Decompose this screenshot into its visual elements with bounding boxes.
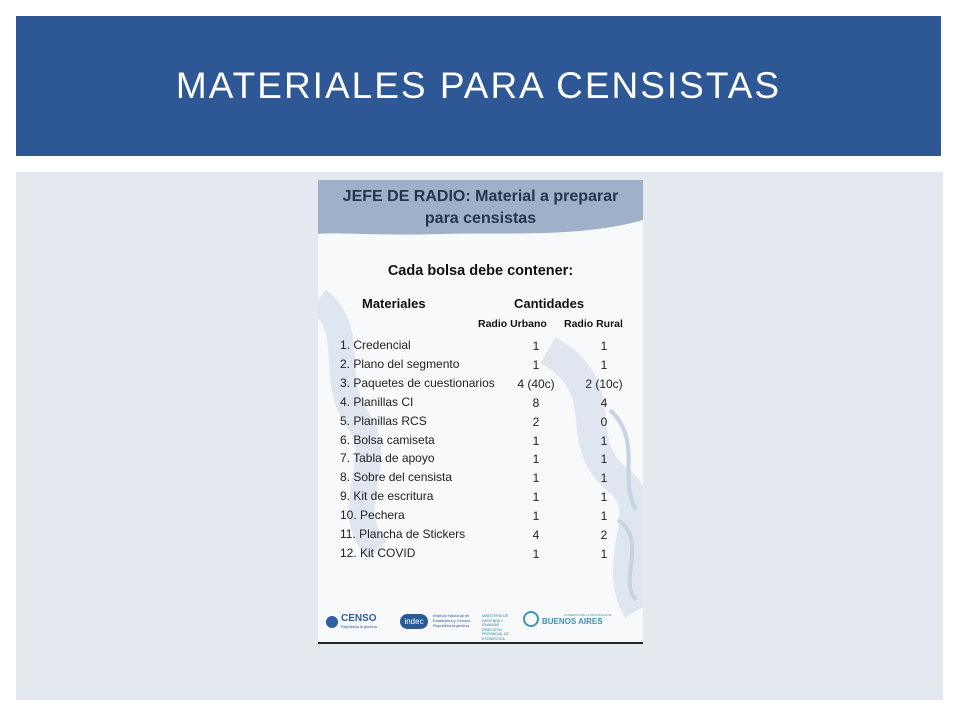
censo-logo bbox=[326, 614, 377, 629]
poster-header-line2: para censistas bbox=[424, 210, 537, 227]
column-header-urban: Radio Urbano bbox=[478, 318, 547, 330]
column-header-rural: Radio Rural bbox=[564, 318, 623, 330]
list-item bbox=[318, 470, 643, 489]
material-name: 12. Kit COVID bbox=[340, 545, 416, 560]
urban-quantity: 1 bbox=[532, 433, 540, 448]
rural-quantity: 0 bbox=[600, 414, 608, 429]
poster-header bbox=[318, 180, 643, 234]
material-name: 7. Tabla de apoyo bbox=[340, 451, 435, 466]
list-item bbox=[318, 451, 643, 470]
column-header-materials: Materiales bbox=[362, 296, 426, 311]
buenos-aires-logo-small-text: GOBIERNO DE LA PROVINCIA DE bbox=[564, 612, 612, 617]
material-name: 3. Paquetes de cuestionarios bbox=[340, 375, 495, 390]
list-item bbox=[318, 433, 643, 452]
material-name: 1. Credencial bbox=[340, 338, 411, 352]
rural-quantity: 1 bbox=[600, 433, 608, 448]
material-name: 8. Sobre del censista bbox=[340, 470, 453, 485]
urban-quantity: 2 bbox=[532, 414, 540, 429]
list-item bbox=[318, 489, 643, 508]
material-name: 4. Planillas CI bbox=[340, 394, 414, 409]
censo-logo-subtext: República Argentina bbox=[341, 624, 377, 629]
urban-quantity: 1 bbox=[532, 357, 540, 372]
ministerio-logo-text: MINISTERIO DE HACIENDA Y FINANZAS DIRECCIÓN PROVINCIAL DE ESTADÍSTICA bbox=[482, 614, 509, 641]
material-name: 9. Kit de escritura bbox=[340, 489, 434, 504]
list-item bbox=[318, 395, 643, 414]
indec-logo: indec bbox=[400, 614, 428, 629]
list-item bbox=[318, 508, 643, 527]
rural-quantity: 1 bbox=[600, 357, 608, 372]
buenos-aires-logo-text: BUENOS AIRES bbox=[542, 616, 603, 626]
materials-poster bbox=[318, 180, 643, 644]
buenos-aires-logo-icon bbox=[523, 611, 539, 627]
urban-quantity: 4 bbox=[532, 528, 540, 542]
rural-quantity: 1 bbox=[600, 490, 608, 505]
rural-quantity: 1 bbox=[600, 546, 608, 561]
material-name: 6. Bolsa camiseta bbox=[340, 432, 435, 447]
poster-header-line1: JEFE DE RADIO: Material a preparar bbox=[342, 188, 619, 205]
urban-quantity: 1 bbox=[532, 490, 540, 505]
material-name: 5. Planillas RCS bbox=[340, 413, 427, 428]
slide-title-band bbox=[16, 16, 941, 156]
list-item bbox=[318, 546, 643, 565]
material-name: 11. Plancha de Stickers bbox=[340, 527, 466, 541]
urban-quantity: 1 bbox=[532, 339, 540, 353]
censo-logo-icon bbox=[326, 616, 338, 628]
urban-quantity: 8 bbox=[532, 395, 540, 410]
list-item bbox=[318, 527, 643, 546]
list-item bbox=[318, 338, 643, 357]
material-name: 10. Pechera bbox=[340, 508, 405, 523]
urban-quantity: 1 bbox=[532, 546, 540, 561]
column-header-quantities: Cantidades bbox=[514, 296, 585, 311]
rural-quantity: 1 bbox=[600, 452, 608, 467]
urban-quantity: 4 (40c) bbox=[517, 376, 555, 391]
censo-logo-text: CENSO bbox=[341, 613, 377, 624]
buenos-aires-logo bbox=[523, 611, 612, 627]
list-item bbox=[318, 414, 643, 433]
urban-quantity: 1 bbox=[532, 452, 540, 467]
logos-footer bbox=[318, 608, 643, 641]
rural-quantity: 1 bbox=[600, 471, 608, 486]
urban-quantity: 1 bbox=[532, 471, 540, 486]
rural-quantity: 4 bbox=[600, 395, 608, 410]
indec-logo-text: Instituto Nacional de Estadística y Censos República Argentina bbox=[433, 613, 471, 628]
rural-quantity: 1 bbox=[600, 509, 608, 524]
rural-quantity: 2 bbox=[600, 528, 608, 542]
list-item bbox=[318, 376, 643, 395]
material-name: 2. Plano del segmento bbox=[340, 356, 460, 371]
rural-quantity: 2 (10c) bbox=[585, 376, 623, 391]
poster-subtitle: Cada bolsa debe contener: bbox=[387, 263, 574, 279]
rural-quantity: 1 bbox=[600, 339, 608, 353]
list-item bbox=[318, 357, 643, 376]
slide-title: MATERIALES PARA CENSISTAS bbox=[175, 65, 782, 106]
urban-quantity: 1 bbox=[532, 509, 540, 524]
